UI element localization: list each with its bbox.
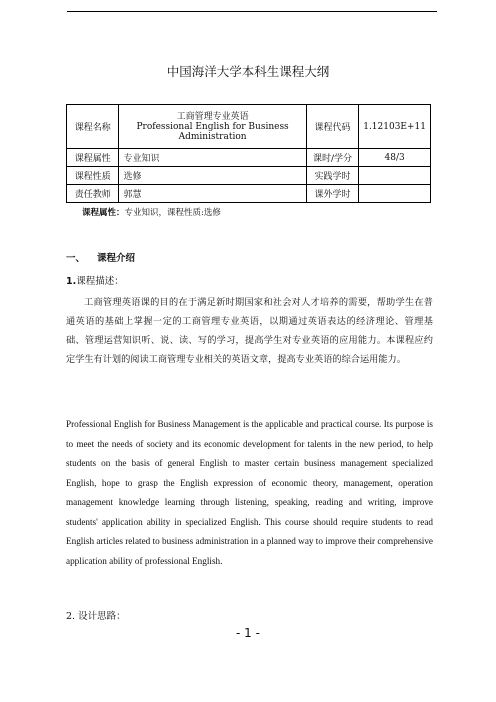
section-heading [66,250,135,264]
extra-hours-value [359,185,431,203]
hours-label: 课时/学分 [306,149,359,167]
course-code-label: 课程代码 [306,105,359,149]
note-label: 课程属性： [82,208,125,218]
course-name-en: Professional English for Business Administration [136,121,289,142]
attribute-note [82,206,221,218]
nature-label: 课程性质 [67,167,119,185]
attribute-value: 专业知识 [119,149,306,167]
attribute-label: 课程属性 [67,149,119,167]
teacher-label: 责任教师 [67,185,119,203]
subsection-number: 1. [66,276,77,287]
practice-label: 实践学时 [306,167,359,185]
course-code-value: 1.12103E+11 [359,105,431,149]
page-title: 中国海洋大学本科生课程大纲 [166,64,330,79]
description-chinese: 工商管理英语课的目的在于满足新时期国家和社会对人才培养的需要，帮助学生在普通英语的基础上掌握一定的工商管理专业英语，以期通过英语表达的经济理论、管理基础、管理运营知识听、说、读、写的学习，提高学生对专业英语的应用能力。本课程应约定学生有计划的阅读工商管理专业相关的英语文章，提高专业英语的综合运用能力。 [66,297,433,365]
course-name-label: 课程名称 [67,105,119,149]
nature-value: 选修 [119,167,306,185]
description-english: Professional English for Business Management is the applicable and practical course. Its purpose is to meet the needs of society and its economic development for talents in the new period, to help students on the basis of general English to master certain business management specialized English, hope to grasp the English expression of economic theory, management, operation management knowledge learning through listening, speaking, reading and writing, improve students' application ability in specialized English. This course should require students to read English articles related to business administration in a planned way to improve their comprehensive application ability of professional English. [66,419,433,566]
course-name-zh: 工商管理专业英语 [176,111,249,122]
subsection-heading-design: 2. 设计思路： [66,611,126,622]
course-info-table [66,104,431,203]
hours-value: 48/3 [359,149,431,167]
page-number: - 1 - [236,626,260,640]
header-rule [67,11,437,12]
subsection-title: 课程描述： [76,276,124,287]
table-row [67,105,431,149]
note-text: 专业知识，课程性质:选修 [124,208,221,218]
extra-hours-label: 课外学时 [306,185,359,203]
subsection-heading [66,273,124,287]
table-row [67,185,431,203]
section-number: 一、 [66,253,86,264]
table-row [67,149,431,167]
table-row [67,167,431,185]
practice-value [359,167,431,185]
teacher-value: 郭慧 [119,185,306,203]
course-name-cell [119,105,306,149]
section-title: 课程介绍 [97,253,136,264]
